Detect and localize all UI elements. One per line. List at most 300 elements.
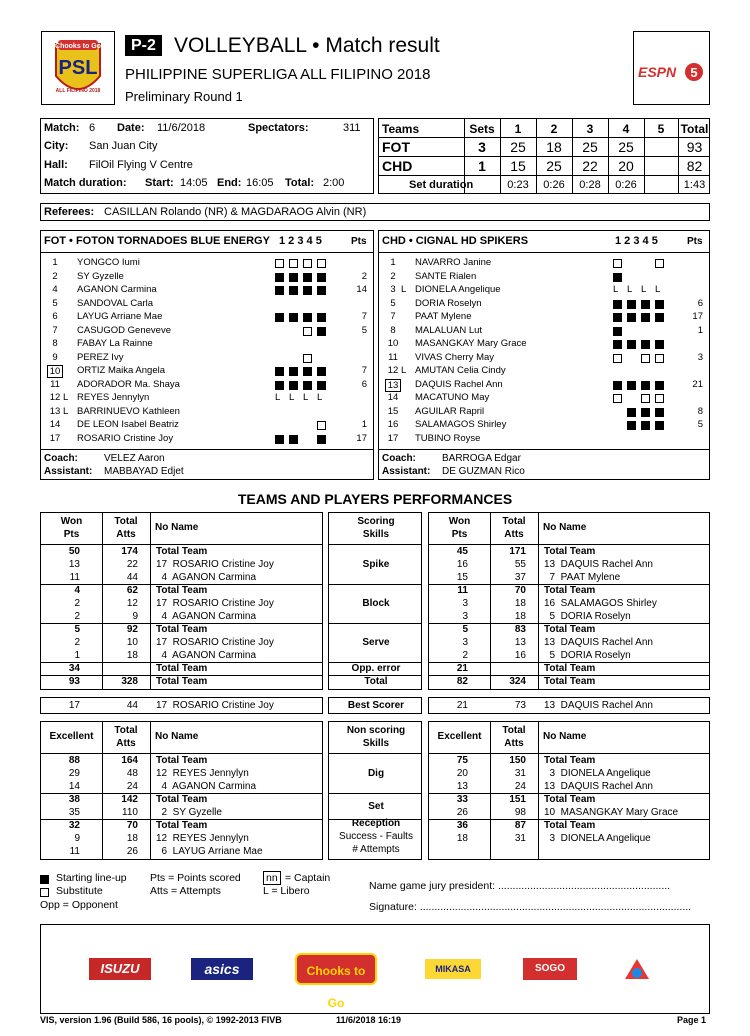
stat-player: Total Team (156, 794, 208, 805)
stat-won: 93 (68, 676, 80, 687)
stat-player: Total Team (156, 663, 208, 674)
team-b-coach-label: Coach: (382, 453, 416, 464)
skill-name: Set (368, 800, 384, 812)
col-header-won: Excellent (49, 731, 94, 742)
set-duration-label: Set duration (409, 179, 474, 191)
divider (329, 793, 421, 794)
scoring-table-team-a (40, 512, 323, 690)
player-name: NAVARRO Janine (415, 257, 492, 268)
stat-atts: 92 (126, 624, 138, 635)
match-number: 6 (89, 122, 96, 134)
stat-player: 2 SY Gyzelle (156, 807, 222, 818)
city-value: San Juan City (89, 140, 158, 152)
stat-player: 13 DAQUIS Rachel Ann (544, 559, 653, 570)
col-header-noname: No Name (155, 522, 199, 533)
player-name: ORTIZ Maika Angela (77, 365, 166, 376)
player-points: 21 (692, 378, 703, 390)
best-atts: 44 (126, 700, 138, 711)
col-header-won: Won (60, 516, 83, 527)
score-fot-s2: 18 (546, 139, 562, 155)
footer-page: Page 1 (677, 1015, 707, 1025)
stat-won: 1 (74, 650, 80, 661)
player-points: 14 (356, 284, 367, 295)
city-label: City: (44, 140, 69, 152)
stat-won: 33 (456, 794, 468, 805)
duration-label: Match duration: (44, 177, 127, 189)
stat-player: Total Team (544, 624, 596, 635)
player-role: L (401, 284, 407, 295)
player-name: MALALUAN Lut (415, 324, 483, 336)
player-number: 2 (390, 270, 396, 282)
player-number: 4 (52, 284, 58, 295)
stat-atts: 18 (514, 598, 526, 609)
score-header-set2: 2 (550, 122, 558, 136)
player-points: 6 (697, 297, 703, 309)
col-header-atts: Atts (504, 529, 524, 540)
score-fot-total: 93 (686, 139, 703, 155)
stat-player: Total Team (156, 585, 208, 596)
stat-player: 3 DIONELA Angelique (544, 833, 651, 844)
stat-player: 12 REYES Jennylyn (156, 768, 249, 779)
score-chd-s4: 20 (618, 158, 634, 174)
skills-column (328, 512, 422, 690)
sponsor-psl (619, 955, 655, 983)
team-b-title: CHD • CIGNAL HD SPIKERS (382, 235, 529, 247)
stat-atts: 24 (126, 781, 138, 792)
player-number: 8 (52, 338, 58, 349)
psl-mini-logo-icon (619, 955, 655, 983)
col-header-noname: No Name (543, 522, 587, 533)
player-number: 12 (49, 392, 61, 403)
skill-sub: Success - Faults (339, 831, 413, 842)
skills-header: Non scoring (346, 725, 406, 736)
stat-player: 4 AGANON Carmina (156, 781, 257, 792)
player-name: SANTE Rialen (415, 270, 477, 282)
player-number: 17 (49, 432, 61, 444)
player-name: DIONELA Angelique (415, 284, 501, 295)
stat-atts: 70 (514, 585, 526, 596)
substitute-square-icon (40, 888, 49, 897)
stat-atts: 110 (122, 807, 138, 818)
stat-player: 10 MASANGKAY Mary Grace (544, 807, 679, 818)
stat-atts: 87 (514, 820, 526, 831)
col-header-atts: Atts (504, 738, 524, 749)
end-label: End: (217, 177, 242, 189)
stat-atts: 151 (509, 794, 526, 805)
player-name: VIVAS Cherry May (415, 351, 495, 363)
best-scorer-label-box (328, 697, 422, 714)
set-duration-total: 1:43 (683, 179, 706, 191)
libero-mark: L (613, 284, 619, 295)
team-a-assistant-label: Assistant: (44, 466, 93, 477)
stat-atts: 48 (126, 768, 138, 779)
player-number: 6 (52, 311, 58, 322)
player-name: AGUILAR Rapril (415, 405, 485, 417)
svg-text:PSL: PSL (58, 57, 98, 79)
col-header-pts: Pts (63, 529, 80, 540)
stat-won: 34 (68, 663, 80, 674)
stat-atts: 98 (514, 807, 526, 818)
player-points: 3 (697, 351, 703, 363)
stat-atts: 26 (126, 846, 138, 857)
libero-mark: L (289, 392, 295, 403)
stat-atts: 55 (514, 559, 526, 570)
score-chd-s2: 25 (546, 158, 562, 174)
player-number: 11 (388, 351, 398, 363)
col-header-pts: Pts (451, 529, 468, 540)
sponsor-mikasa: MIKASA (425, 959, 481, 979)
score-header-teams: Teams (382, 122, 420, 136)
player-points: 5 (361, 324, 367, 336)
player-points: 2 (361, 270, 367, 282)
libero-mark: L (627, 284, 633, 295)
stat-player: 17 ROSARIO Cristine Joy (156, 637, 274, 648)
stat-atts: 142 (121, 794, 138, 805)
round-name: Preliminary Round 1 (125, 89, 243, 104)
stat-atts: 9 (132, 611, 138, 622)
stat-atts: 10 (126, 637, 138, 648)
libero-mark: L (317, 392, 323, 403)
player-number: 1 (390, 257, 396, 268)
stat-player: 3 DIONELA Angelique (544, 768, 651, 779)
divider (329, 544, 421, 545)
stat-atts: 31 (514, 833, 526, 844)
divider (41, 544, 322, 545)
col-header-noname: No Name (543, 731, 587, 742)
hall-value: FilOil Flying V Centre (89, 159, 193, 171)
skill-name: Opp. error (351, 663, 401, 674)
divider (329, 584, 421, 585)
player-name: REYES Jennylyn (77, 392, 150, 403)
player-number: 14 (49, 419, 61, 430)
skill-name: Serve (362, 637, 390, 648)
player-number: 14 (387, 392, 399, 403)
stat-won: 5 (74, 624, 80, 635)
divider (538, 722, 539, 859)
player-number: 8 (390, 324, 396, 336)
stat-won: 16 (456, 559, 468, 570)
footer-version: VIS, version 1.96 (Build 586, 16 pools), © 1992-2013 FIVB (40, 1015, 282, 1025)
stat-atts: 18 (514, 611, 526, 622)
stat-player: Total Team (544, 794, 596, 805)
stat-won: 3 (462, 637, 468, 648)
score-header-set5: 5 (657, 122, 665, 136)
player-number: 7 (52, 324, 58, 336)
stat-player: 5 DORIA Roselyn (544, 650, 631, 661)
nonscoring-table-team-a (40, 721, 323, 860)
stat-player: Total Team (156, 755, 208, 766)
stat-player: Total Team (544, 585, 596, 596)
col-header-won: Excellent (437, 731, 482, 742)
player-name: AMUTAN Celia Cindy (415, 365, 506, 376)
stat-atts: 31 (514, 768, 526, 779)
stat-won: 18 (456, 833, 468, 844)
stat-atts: 174 (121, 546, 138, 557)
score-fot-s4: 25 (618, 139, 634, 155)
performances-title: TEAMS AND PLAYERS PERFORMANCES (237, 491, 513, 507)
player-number: 7 (390, 311, 396, 322)
player-number: 13 (385, 379, 401, 392)
player-number: 1 (52, 257, 58, 268)
skills-header-2: Skills (362, 738, 390, 749)
best-scorer-team-b (428, 697, 710, 714)
best-scorer-team-a (40, 697, 323, 714)
team-a-coach-label: Coach: (44, 453, 78, 464)
col-header-noname: No Name (155, 731, 199, 742)
stat-atts: 37 (514, 572, 526, 583)
player-name: MASANGKAY Mary Grace (415, 338, 527, 349)
player-number: 5 (390, 297, 396, 309)
scoring-table-team-b (428, 512, 710, 690)
player-name: AGANON Carmina (77, 284, 157, 295)
stat-won: 2 (462, 650, 468, 661)
col-header-total: Total (114, 516, 138, 527)
set-duration-4: 0:26 (615, 179, 637, 191)
stat-won: 3 (462, 611, 468, 622)
stat-won: 13 (456, 781, 468, 792)
stat-atts: 22 (126, 559, 138, 570)
referees-value: CASILLAN Rolando (NR) & MAGDARAOG Alvin (NR) (104, 206, 367, 218)
team-b-pts-label: Pts (687, 236, 703, 247)
stat-player: Total Team (544, 820, 596, 831)
libero-mark: L (655, 284, 661, 295)
stat-player: Total Team (156, 676, 208, 687)
stat-won: 9 (74, 833, 80, 844)
skill-name: Dig (367, 768, 385, 779)
libero-mark: L (275, 392, 281, 403)
col-header-total: Total (502, 516, 526, 527)
stat-atts: 324 (509, 676, 526, 687)
stat-won: 32 (68, 820, 80, 831)
stat-won: 82 (456, 676, 468, 687)
score-fot-sets: 3 (478, 139, 486, 155)
stat-player: 17 ROSARIO Cristine Joy (156, 559, 274, 570)
stat-player: 16 SALAMAGOS Shirley (544, 598, 657, 609)
player-name: SALAMAGOS Shirley (415, 419, 507, 430)
end-time: 16:05 (246, 177, 274, 189)
stat-atts: 62 (126, 585, 138, 596)
nonscoring-table-team-b (428, 721, 710, 860)
score-team-fot: FOT (382, 139, 410, 155)
score-header-set3: 3 (586, 122, 594, 136)
score-chd-sets: 1 (478, 158, 486, 174)
stat-won: 2 (74, 611, 80, 622)
stat-won: 11 (69, 846, 80, 857)
player-points: 17 (692, 311, 703, 322)
match-label: Match: (44, 122, 80, 134)
player-role: L (401, 365, 407, 376)
team-b-coach: BARROGA Edgar (442, 453, 521, 464)
total-label: Total: (285, 177, 315, 189)
player-number: 2 (52, 270, 58, 282)
stat-player: 12 REYES Jennylyn (156, 833, 249, 844)
score-fot-s1: 25 (510, 139, 526, 155)
libero-mark: L (303, 392, 309, 403)
referees-label: Referees: (44, 206, 95, 218)
total-time: 2:00 (323, 177, 345, 189)
skill-name: Spike (362, 559, 390, 570)
player-name: ADORADOR Ma. Shaya (77, 378, 180, 390)
sponsors-bar (40, 924, 710, 1014)
stat-player: 7 PAAT Mylene (544, 572, 621, 583)
stat-player: Total Team (544, 755, 596, 766)
stat-player: Total Team (156, 624, 208, 635)
player-number: 11 (50, 378, 60, 390)
divider (150, 722, 151, 859)
divider (329, 623, 421, 624)
stat-won: 14 (68, 781, 80, 792)
stat-won: 2 (74, 637, 80, 648)
svg-text:ALL FILIPINO 2018: ALL FILIPINO 2018 (55, 88, 101, 94)
stat-atts: 18 (126, 833, 138, 844)
player-points: 17 (356, 432, 367, 444)
stat-player: 5 DORIA Roselyn (544, 611, 631, 622)
best-player: 17 ROSARIO Cristine Joy (156, 700, 274, 711)
stat-won: 29 (68, 768, 80, 779)
svg-text:Chooks to Go: Chooks to Go (55, 43, 101, 50)
skill-sub2: # Attempts (352, 844, 400, 855)
stat-player: 13 DAQUIS Rachel Ann (544, 637, 653, 648)
player-number: 10 (387, 338, 399, 349)
col-header-total: Total (114, 725, 138, 736)
player-name: PEREZ Ivy (77, 351, 124, 363)
col-header-total: Total (502, 725, 526, 736)
legend-pts: Pts = Points scored (150, 872, 241, 884)
stat-atts: 24 (514, 781, 526, 792)
team-a-pts-label: Pts (351, 236, 367, 247)
team-b-assistant: DE GUZMAN Rico (442, 466, 525, 477)
team-b-set-headers: 1 2 3 4 5 (615, 235, 658, 247)
stat-won: 21 (456, 663, 468, 674)
stat-won: 11 (457, 585, 468, 596)
player-name: FABAY La Rainne (77, 338, 153, 349)
player-number: 13 (49, 405, 61, 417)
stat-won: 4 (74, 585, 80, 596)
stat-won: 11 (69, 572, 80, 583)
stat-won: 36 (456, 820, 468, 831)
player-number: 5 (52, 297, 58, 309)
set-duration-3: 0:28 (579, 179, 601, 191)
player-points: 7 (361, 311, 367, 322)
score-chd-s1: 15 (510, 158, 526, 174)
stat-atts: 44 (126, 572, 138, 583)
legend-libero: L = Libero (263, 885, 310, 897)
skill-name: Total (364, 676, 388, 687)
libero-mark: L (641, 284, 647, 295)
skill-name: Reception (351, 818, 401, 829)
score-header-set4: 4 (622, 122, 630, 136)
best-player: 13 DAQUIS Rachel Ann (544, 700, 653, 711)
set-duration-1: 0:23 (507, 179, 529, 191)
stat-atts: 13 (514, 637, 526, 648)
start-label: Start: (145, 177, 174, 189)
stat-atts: 12 (126, 598, 138, 609)
player-name: DORIA Roselyn (415, 297, 482, 309)
team-a-set-headers: 1 2 3 4 5 (279, 235, 322, 247)
player-points: 5 (697, 419, 703, 430)
stat-player: 4 AGANON Carmina (156, 611, 257, 622)
svg-text:ESPN: ESPN (638, 64, 677, 80)
date-label: Date: (117, 122, 145, 134)
stat-player: 13 DAQUIS Rachel Ann (544, 781, 653, 792)
sponsor-sogo: SOGO (523, 958, 577, 980)
hall-label: Hall: (44, 159, 68, 171)
stat-won: 20 (456, 768, 468, 779)
player-role: L (63, 405, 69, 417)
jury-president: Name game jury president: ........................................................... (369, 880, 671, 892)
score-chd-s3: 22 (582, 158, 598, 174)
legend-opp: Opp = Opponent (40, 899, 118, 911)
skills-column (328, 721, 422, 860)
stat-player: Total Team (544, 676, 596, 687)
competition-name: PHILIPPINE SUPERLIGA ALL FILIPINO 2018 (125, 66, 431, 83)
col-header-atts: Atts (116, 738, 136, 749)
sponsor-chooks: Chooks to Go (295, 953, 377, 985)
stat-player: 4 AGANON Carmina (156, 572, 257, 583)
best-scorer-label: Best Scorer (347, 700, 405, 711)
stat-player: Total Team (544, 546, 596, 557)
player-name: TUBINO Royse (415, 432, 481, 444)
stat-player: 17 ROSARIO Cristine Joy (156, 598, 274, 609)
player-points: 1 (361, 419, 367, 430)
best-atts: 73 (514, 700, 526, 711)
player-name: CASUGOD Geneveve (77, 324, 171, 336)
player-points: 8 (697, 405, 703, 417)
player-name: DAQUIS Rachel Ann (415, 378, 503, 390)
player-points: 6 (361, 378, 367, 390)
player-number: 17 (387, 432, 399, 444)
svg-text:5: 5 (690, 65, 698, 80)
match-date: 11/6/2018 (157, 122, 206, 134)
col-header-atts: Atts (116, 529, 136, 540)
player-name: YONGCO Iumi (77, 257, 140, 268)
skills-header: Scoring (357, 516, 395, 527)
stat-won: 88 (68, 755, 80, 766)
stat-won: 50 (68, 546, 80, 557)
player-number: 16 (387, 419, 399, 430)
stat-won: 5 (462, 624, 468, 635)
skill-name: Block (362, 598, 390, 609)
starting-lineup-square-icon (40, 875, 49, 884)
stat-won: 2 (74, 598, 80, 609)
player-name: DE LEON Isabel Beatriz (77, 419, 179, 430)
player-name: MACATUNO May (415, 392, 490, 403)
divider (329, 753, 421, 754)
legend (40, 872, 370, 916)
stat-atts: 83 (514, 624, 526, 635)
stat-atts: 16 (514, 650, 526, 661)
divider (41, 753, 322, 754)
page-title: VOLLEYBALL • Match result (174, 34, 440, 57)
stat-atts: 171 (509, 546, 526, 557)
player-number: 15 (387, 405, 399, 417)
stat-atts: 70 (126, 820, 138, 831)
best-won: 21 (456, 700, 468, 711)
score-team-chd: CHD (382, 158, 413, 174)
score-header-set1: 1 (514, 122, 522, 136)
player-name: PAAT Mylene (415, 311, 472, 322)
stat-atts: 164 (121, 755, 138, 766)
stat-atts: 18 (126, 650, 138, 661)
team-a-assistant: MABBAYAD Edjet (104, 466, 184, 477)
player-role: L (63, 392, 69, 403)
player-number: 3 (390, 284, 396, 295)
player-points: 1 (697, 324, 703, 336)
legend-captain: = Captain (285, 872, 331, 884)
score-header-sets: Sets (469, 122, 495, 136)
start-time: 14:05 (180, 177, 208, 189)
sponsor-isuzu: ISUZU (89, 958, 151, 980)
